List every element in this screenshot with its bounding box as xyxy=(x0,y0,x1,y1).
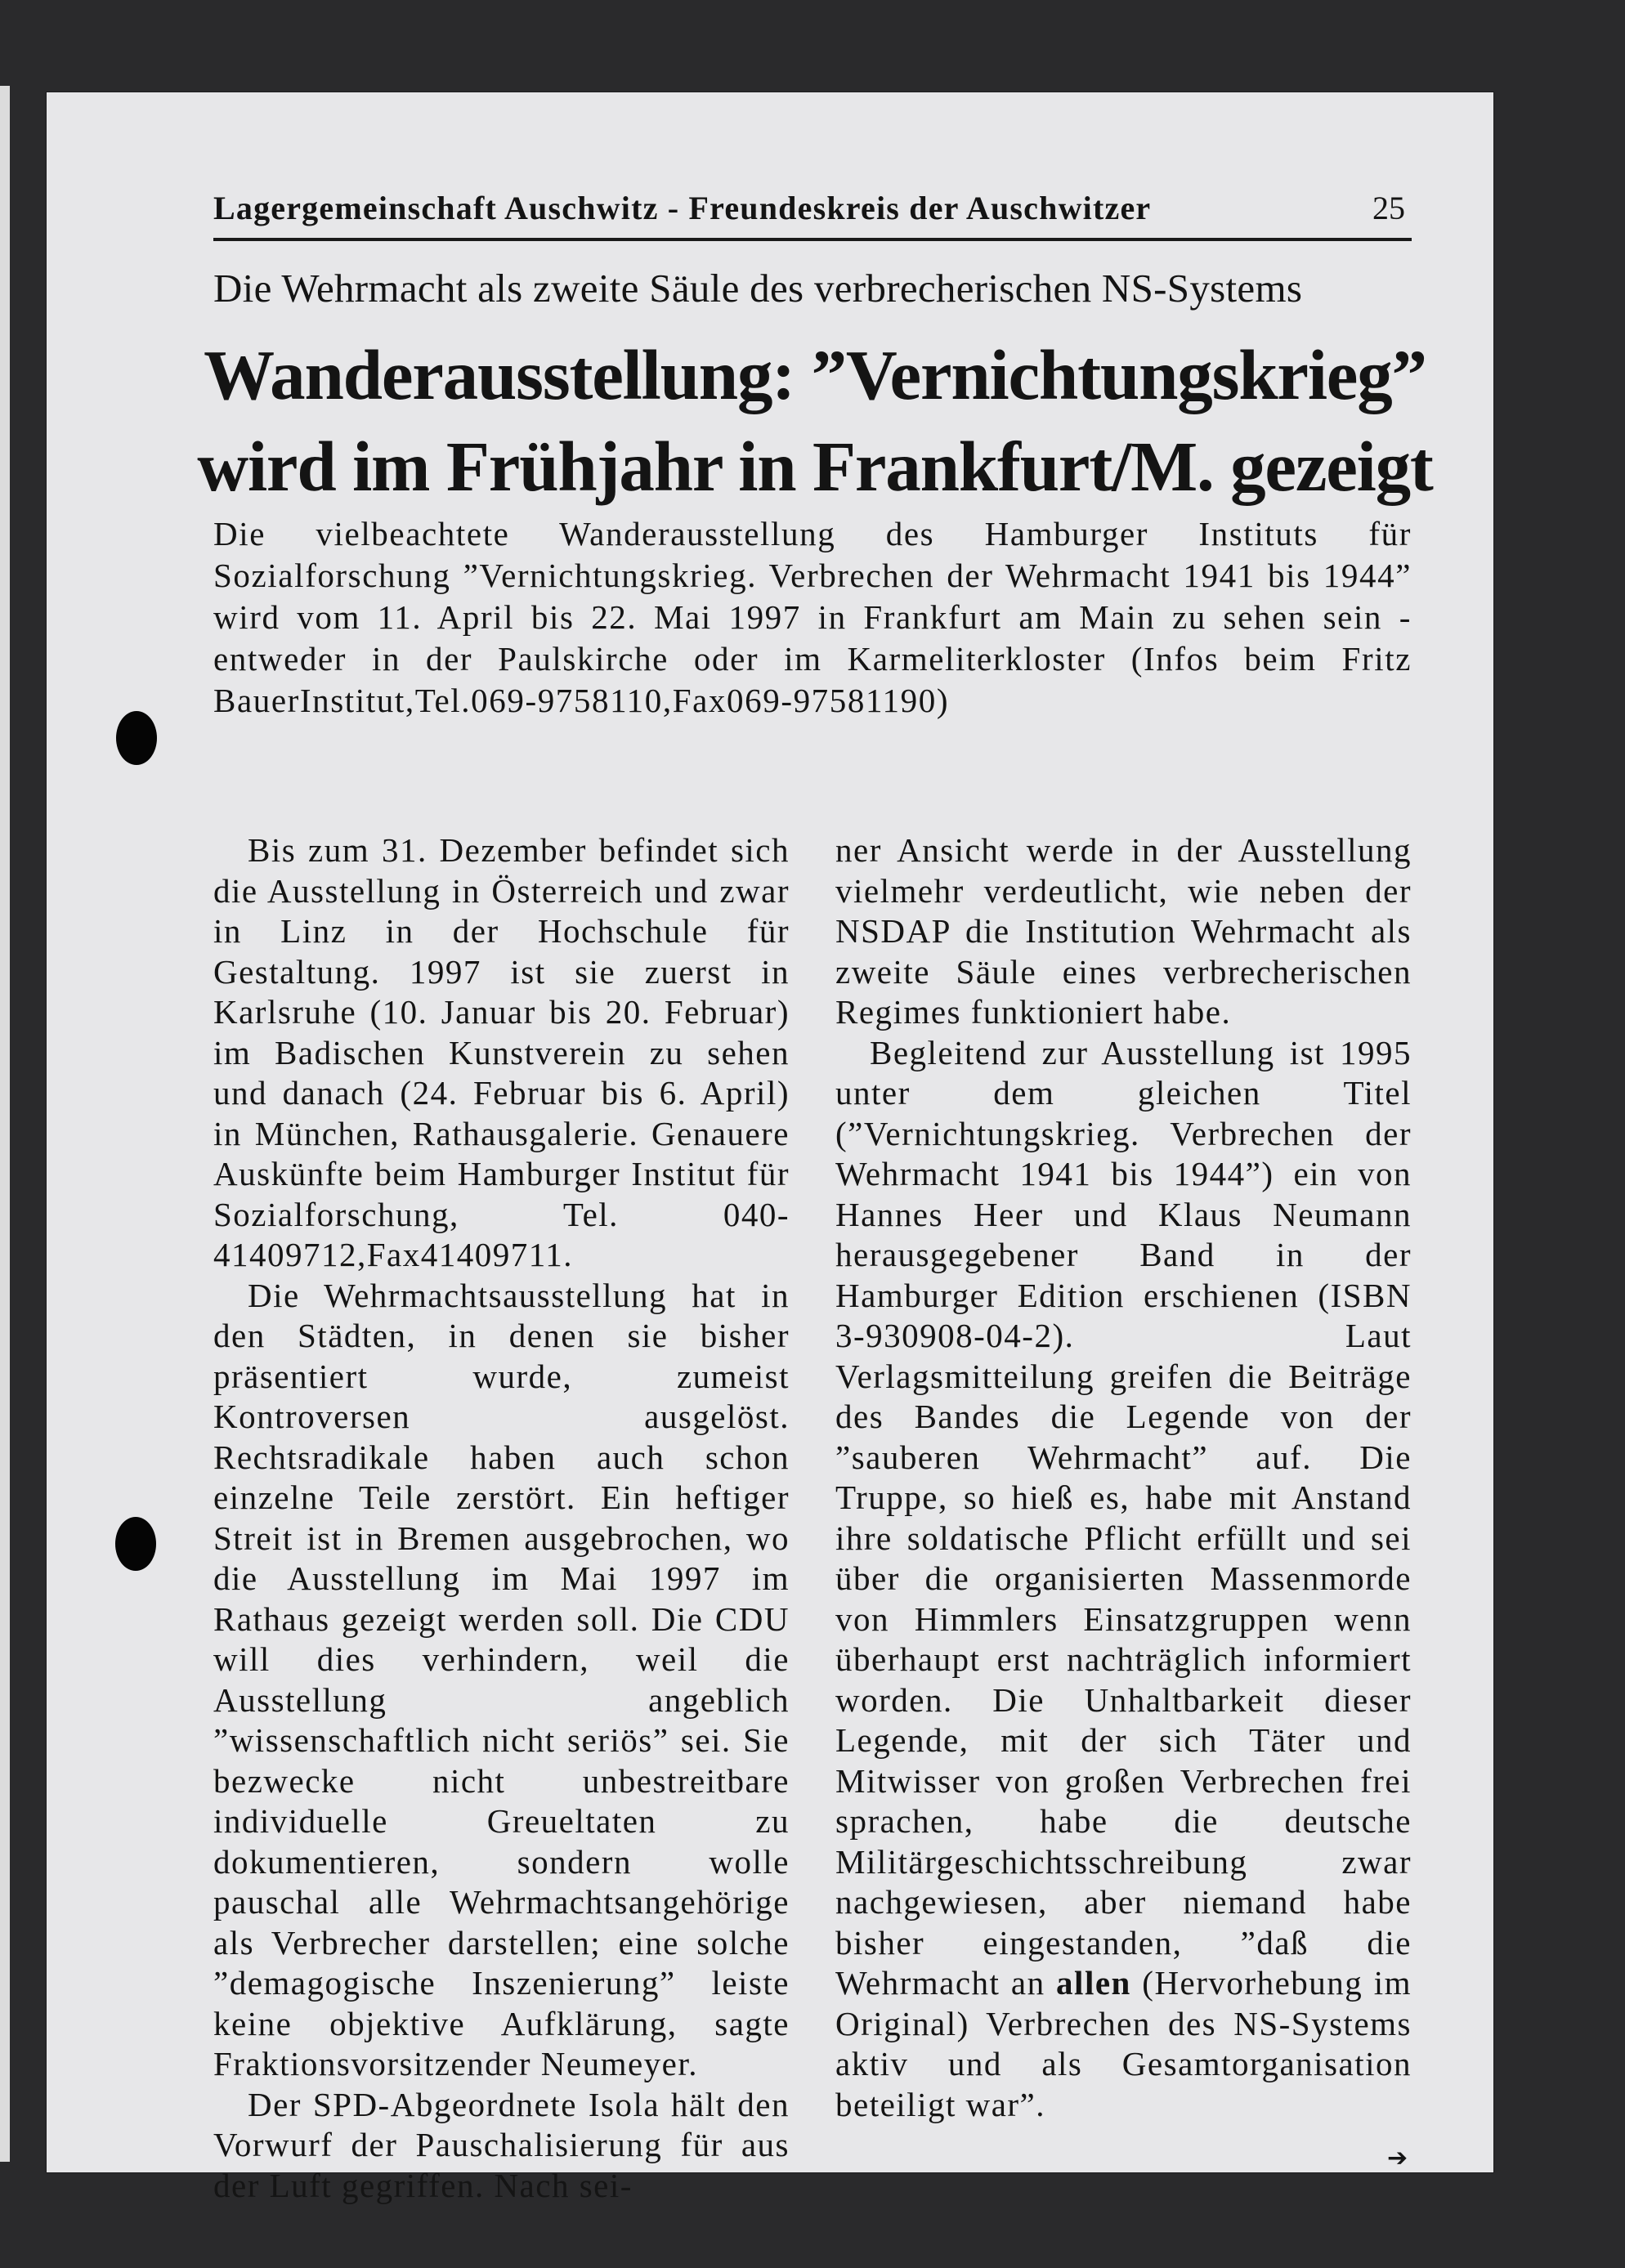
paragraph: Bis zum 31. Dezember befindet sich die Ausstellung in Österreich und zwar in Linz in der Hochschule für Gestaltung. 1997 ist sie zuerst in Karlsruhe (10. Januar bis 20. Februar) im Badischen Kunstverein zu sehen und danach (24. Februar bis 6. April) in München, Rathausgalerie. Genauere Auskünfte beim Hamburger Institut für Sozialforschung, Tel. 040-41409712,Fax41409711. xyxy=(213,831,790,1273)
header-title: Lagergemeinschaft Auschwitz - Freundeskreis der Auschwitzer xyxy=(213,190,1152,226)
paragraph-text: Begleitend zur Ausstellung ist 1995 unter dem gleichen Titel (”Vernichtungskrieg. Verbrechen der Wehrmacht 1941 bis 1944”) ein von Hannes Heer und Klaus Neumann herausgegebener Band in der Hamburger Edition erschienen (ISBN 3-930908-04-2). Laut Verlagsmitteilung greifen die Beiträge des Bandes die Legende von der ”sauberen Wehrmacht” auf. Die Truppe, so hieß es, habe mit Anstand ihre soldatische Pflicht erfüllt und sei über die organisierten Massenmorde von Himmlers Einsatzgruppen wenn überhaupt erst nachträglich informiert worden. Die Unhaltbarkeit dieser Legende, mit der sich Täter und Mitwisser von großen Verbrechen frei sprachen, habe die deutsche Militärgeschichtsschreibung zwar nachgewiesen, aber niemand habe bisher eingestanden, ”daß die Wehrmacht an xyxy=(835,1033,1412,2002)
article-kicker: Die Wehrmacht als zweite Säule des verbrecherischen NS-Systems xyxy=(213,266,1303,311)
paragraph-text-end: (Hervorhebung im Original) Verbrechen des NS-Systems aktiv und als Gesamtorganisation beteiligt war”. xyxy=(835,1964,1412,2123)
punch-hole-top xyxy=(116,711,157,765)
headline-line-2: wird im Frühjahr in Frankfurt/M. gezeigt xyxy=(197,427,1433,506)
paragraph-continuation: ner Ansicht werde in der Ausstellung vielmehr verdeutlicht, wie neben der NSDAP die Institution Wehrmacht als zweite Säule eines verbrecherischen Regimes funktioniert habe. xyxy=(835,831,1412,1031)
headline-line-1: Wanderausstellung: ”Vernichtungskrieg” xyxy=(204,335,1426,414)
emphasized-word: allen xyxy=(1056,1964,1131,2002)
paragraph xyxy=(835,1033,1412,2126)
adjacent-page-edge xyxy=(0,86,10,2162)
right-column xyxy=(835,830,1412,2125)
punch-hole-bottom xyxy=(115,1517,156,1571)
paragraph: Die Wehrmachtsausstellung hat in den Städten, in denen sie bisher präsentiert wurde, zumeist Kontroversen ausgelöst. Rechtsradikale haben auch schon einzelne Teile zerstört. Ein heftiger Streit ist in Bremen ausgebrochen, wo die Ausstellung im Mai 1997 im Rathaus gezeigt werden soll. Die CDU will dies verhindern, weil die Ausstellung angeblich ”wissenschaftlich nicht seriös” sei. Sie bezwecke nicht unbestreitbare individuelle Greueltaten zu dokumentieren, sondern wolle pauschal alle Wehrmachtsangehörige als Verbrecher darstellen; eine solche ”demagogische Inszenierung” leiste keine objektive Aufklärung, sagte Fraktionsvorsitzender Neumeyer. xyxy=(213,1276,790,2082)
paragraph: Der SPD-Abgeordnete Isola hält den Vorwurf der Pauschalisierung für aus der Luft gegriffen. Nach sei- xyxy=(213,2085,790,2204)
magazine-page xyxy=(47,92,1493,2204)
article-headline xyxy=(169,329,1461,512)
continue-arrow-icon: ➔ xyxy=(1387,2144,1408,2172)
running-header xyxy=(213,181,1412,241)
left-column xyxy=(213,830,790,2206)
page-number: 25 xyxy=(1372,190,1405,226)
article-lead: Die vielbeachtete Wanderausstellung des Hamburger Instituts für Sozialforschung ”Vernichtungskrieg. Verbrechen der Wehrmacht 1941 bis 1944” wird vom 11. April bis 22. Mai 1997 in Frankfurt am Main zu sehen sein - entweder in der Paulskirche oder im Karmeliterkloster (Infos beim Fritz BauerInstitut,Tel.069-9758110,Fax069-97581190) xyxy=(213,515,1412,719)
